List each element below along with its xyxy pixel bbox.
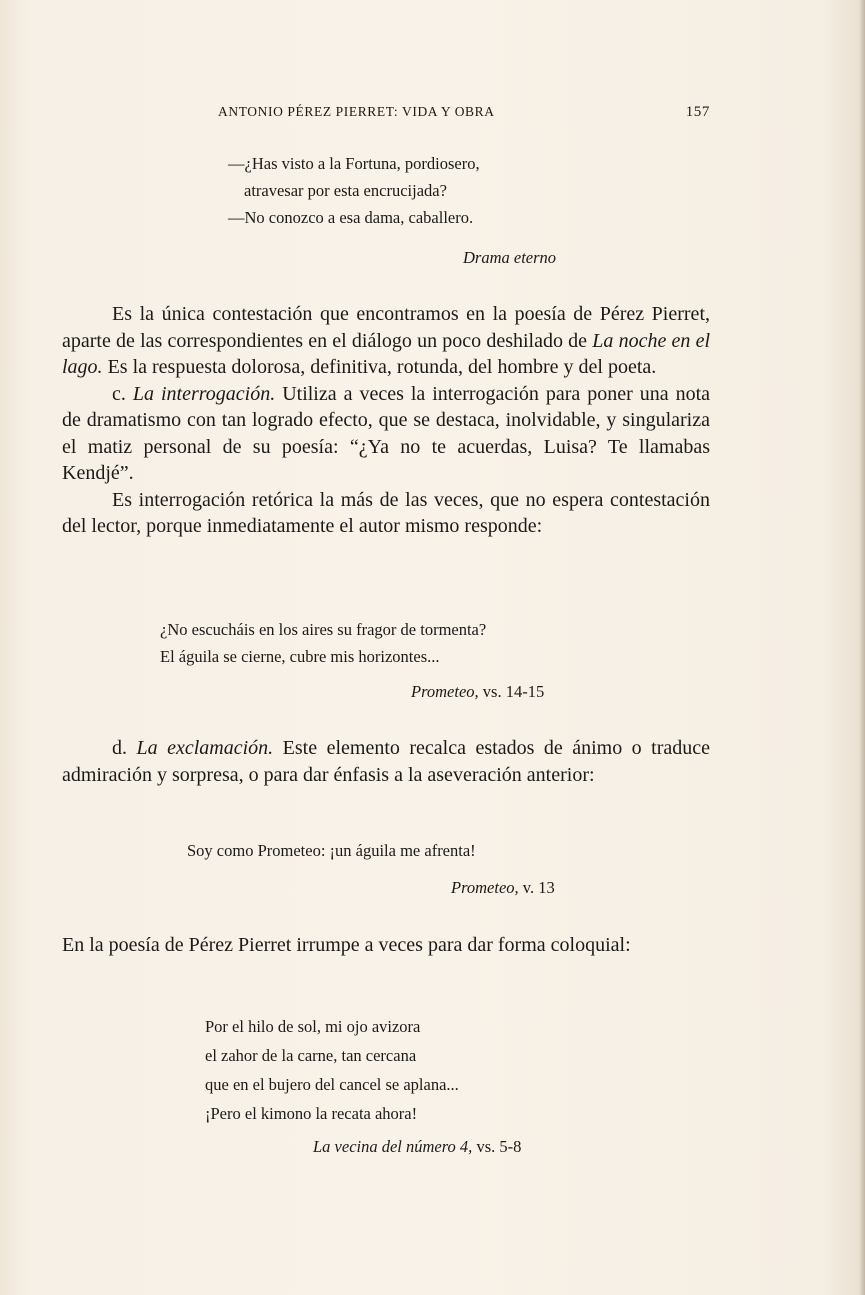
verse-attribution-4 [313, 1137, 521, 1157]
verse-line: atravesar por esta encrucijada? [244, 181, 447, 200]
attribution-ref: vs. 5-8 [472, 1137, 522, 1156]
page-edge-shadow [859, 0, 865, 1295]
paragraph-text: Es interrogación retórica la más de las veces, que no espera contestación del lector, porque inmediatamente el autor mismo responde: [62, 488, 710, 537]
attribution-title: Prometeo, [411, 682, 479, 701]
paragraph-text: Utiliza a veces la interrogación para poner una nota de dramatismo con tan logrado efecto, que se destaca, inolvidable, y singulariza el matiz personal de su poesía: “¿Ya no te acuerdas, Luisa? Te llamabas Kendjé”. [62, 382, 711, 484]
verse-line: ¿No escucháis en los aires su fragor de tormenta? [160, 620, 487, 639]
verse-line: El águila se cierne, cubre mis horizontes... [160, 647, 440, 666]
page-number: 157 [685, 104, 710, 120]
prose-block-2 [62, 735, 710, 788]
section-marker: d. [112, 737, 137, 759]
verse-attribution-1 [463, 248, 556, 268]
prose-block-3 [62, 932, 710, 959]
section-marker: c. [112, 382, 133, 405]
verse-line: Por el hilo de sol, mi ojo avizora [205, 1017, 421, 1036]
attribution-title: La vecina del número 4, [313, 1137, 473, 1156]
verse-line: ¡Pero el kimono la recata ahora! [205, 1104, 418, 1123]
verse-line: que en el bujero del cancel se aplana... [205, 1075, 459, 1094]
work-title: La noche en el lago. [62, 329, 711, 378]
running-title: ANTONIO PÉREZ PIERRET: VIDA Y OBRA [218, 104, 495, 119]
verse-line: Soy como Prometeo: ¡un águila me afrenta! [187, 841, 476, 860]
prose-block-1 [62, 301, 710, 540]
attribution-title: Drama eterno [463, 248, 557, 267]
verse-block-2 [160, 616, 486, 670]
paragraph-text: Es la respuesta dolorosa, definitiva, rotunda, del hombre y del poeta. [102, 356, 657, 378]
verse-block-4 [205, 1012, 459, 1128]
paragraph-text: Es la única contestación que encontramos en la poesía de Pérez Pierret, aparte de las correspondientes en el diálogo un poco deshilado de [62, 303, 710, 352]
verse-attribution-3 [451, 878, 555, 898]
paragraph [62, 735, 710, 788]
paragraph [62, 487, 710, 540]
section-heading: La interrogación. [132, 382, 276, 405]
paragraph [62, 932, 710, 959]
attribution-title: Prometeo, [451, 878, 519, 897]
paragraph [62, 301, 710, 381]
paragraph-text: Este elemento recalca estados de ánimo o traduce admiración y sorpresa, o para dar énfasis a la aseveración anterior: [62, 737, 711, 786]
attribution-ref: vs. 14-15 [478, 682, 545, 701]
verse-attribution-2 [411, 682, 544, 702]
verse-block-1 [228, 150, 480, 231]
attribution-ref: v. 13 [518, 878, 555, 897]
verse-line: —No conozco a esa dama, caballero. [228, 208, 474, 227]
verse-block-3 [187, 837, 476, 864]
paragraph-text: En la poesía de Pérez Pierret irrumpe a veces para dar forma coloquial: [62, 934, 631, 956]
verse-line: —¿Has visto a la Fortuna, pordiosero, [228, 154, 480, 173]
verse-line: el zahor de la carne, tan cercana [205, 1046, 417, 1065]
paragraph [62, 381, 710, 487]
section-heading: La exclamación. [136, 737, 274, 759]
